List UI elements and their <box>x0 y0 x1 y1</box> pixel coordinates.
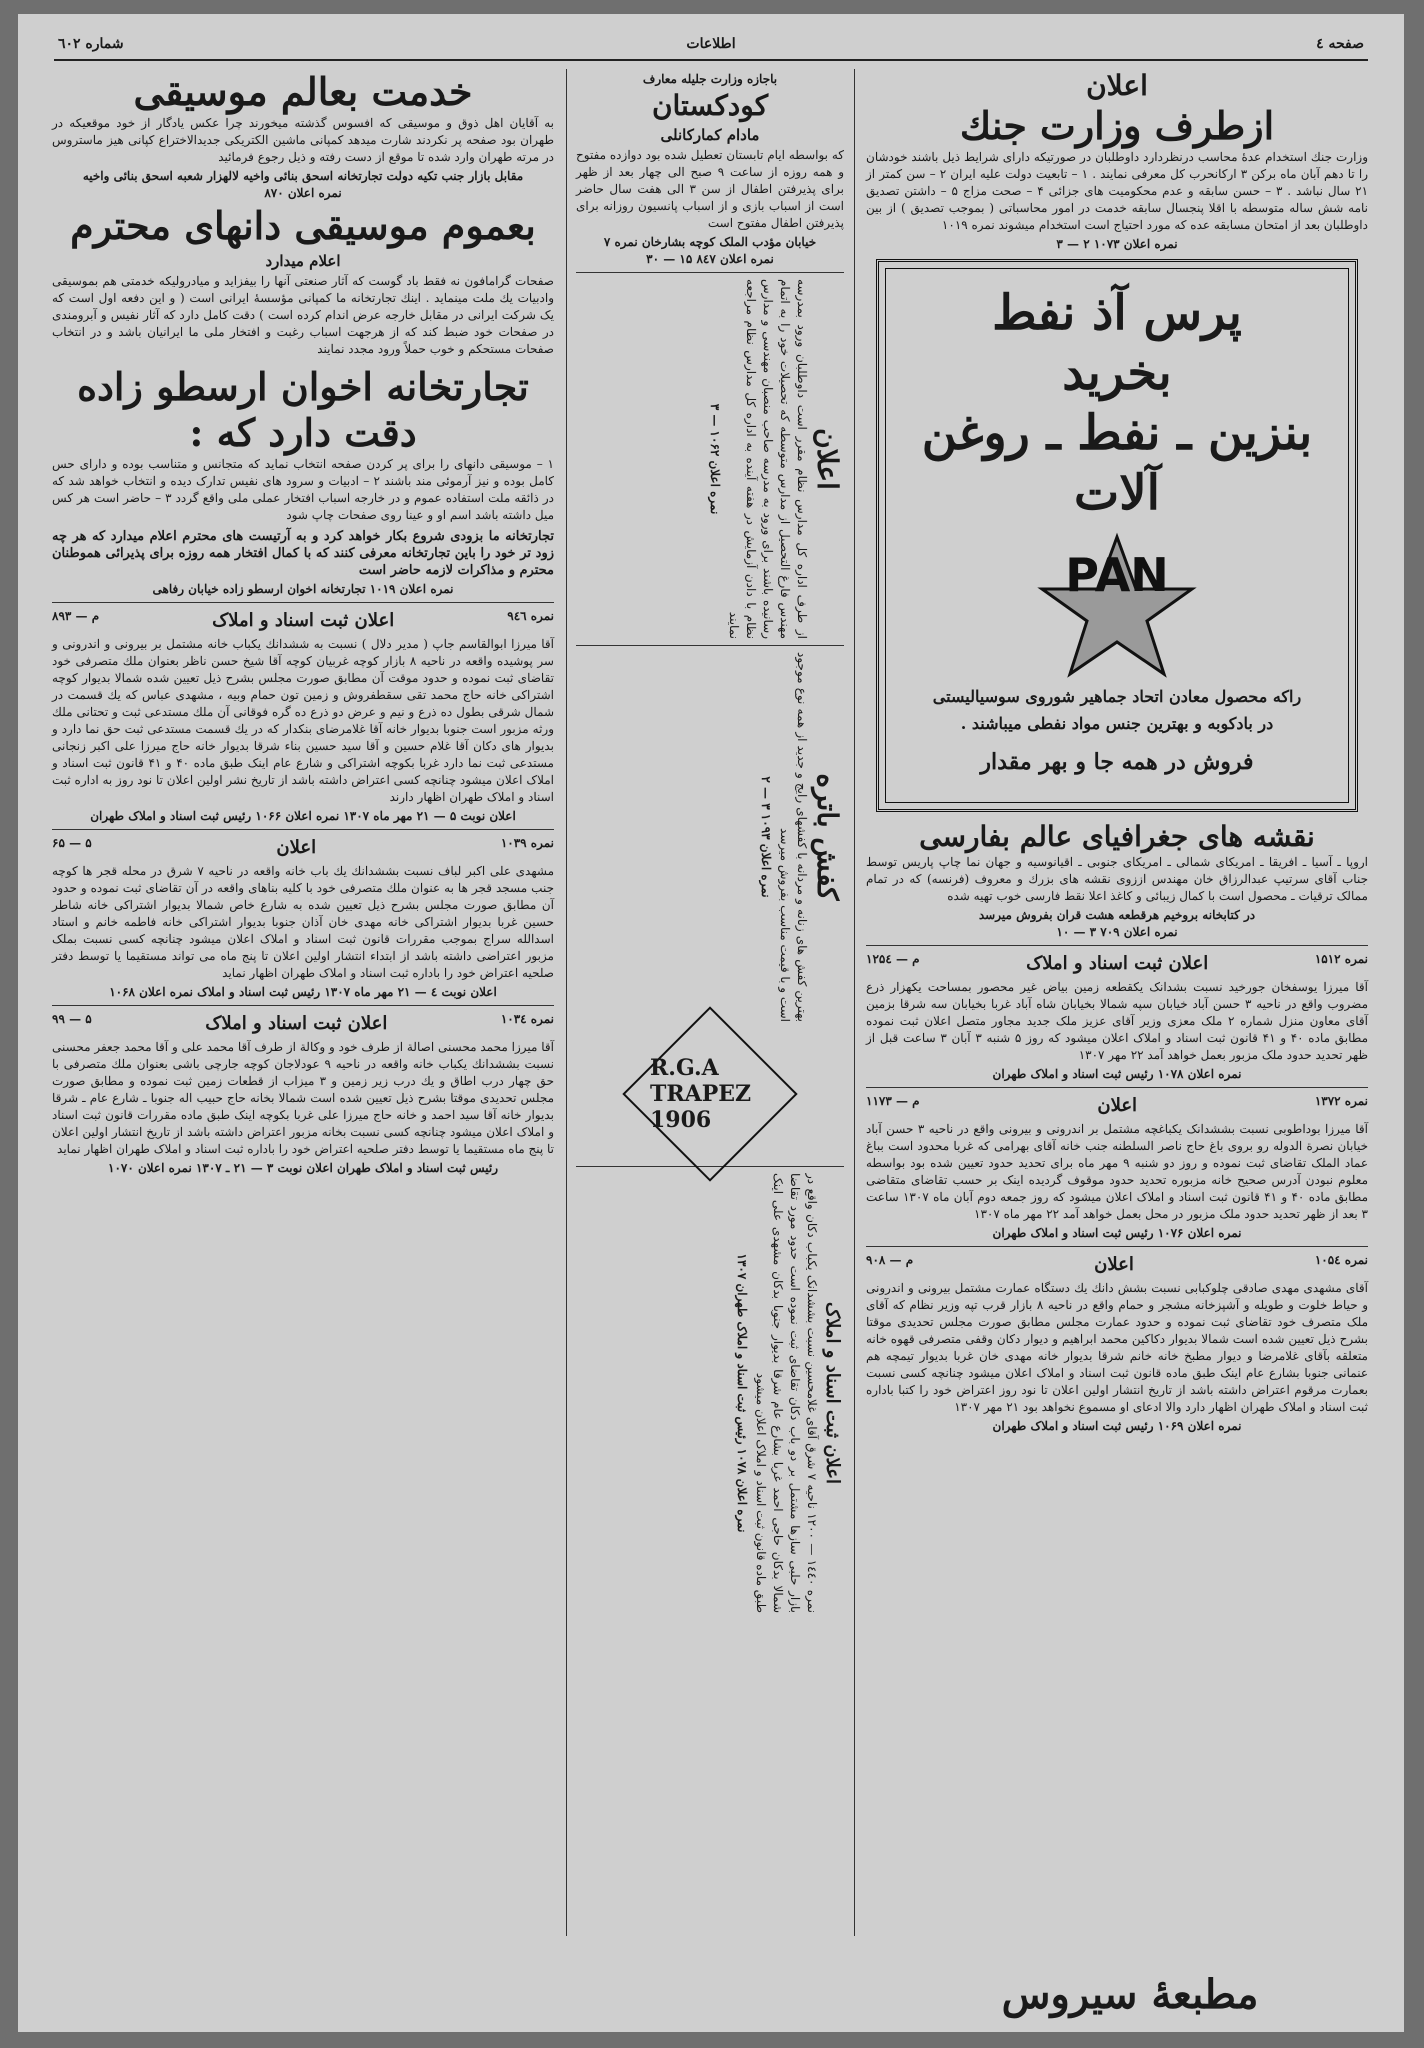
ad-number: نمره ۱۰۳٤ <box>500 1012 554 1026</box>
military-school-text: از طرف اداره کل مدارس نظام مقرر است داوطلبان ورود بمدرسه مهندس فارغ التحصیل از مدارس متوسطه که تحصیلات خود را به اتمام رسانیده باشند برای ورود به مدرسه صاحب منصبان مهندسی و مدارس نظام با دادن آزمایش در هفته آینده به اداره کل مدارس نظام مراجعه نمایند <box>727 279 809 639</box>
divider <box>866 1246 1368 1247</box>
registry-header-1512 <box>866 952 1368 976</box>
divider <box>52 602 554 603</box>
registry-vertical-ref: نمره اعلان ۱۰۷۸ رئیس ثبت اسناد و املاک طهران ۱۳۰۷ <box>735 1253 749 1533</box>
kindergarten-address: خیابان مؤدب الملک کوچه بشارخان نمره ۷ <box>603 235 817 249</box>
ad-code: ۵ — ۶۵ <box>52 836 92 850</box>
ad-number: نمره ۹٤٦ <box>507 609 554 623</box>
music-service-text: به آقایان اهل ذوق و موسیقی که افسوس گذشته میخورند چرا عکس یادگار از خود موقعیکه در طهران بود صفحه پر نکردند شارت میدهد کمپانی ماشین الکتریکی جدیدالاختراع کپانی هیز ماستروس در مرته طهران وارد شده تا موقع از دست رفته و ذیل رجوع فرمائید <box>52 116 554 164</box>
registry-ref-1372: نمره اعلان ۱۰۷۶ رئیس ثبت اسناد و املاک طهران <box>992 1226 1242 1240</box>
registry-ref-1054: نمره اعلان ۱۰۶۹ رئیس ثبت اسناد و املاک طهران <box>992 1419 1242 1433</box>
page-header <box>18 24 1404 64</box>
ad-number: نمره ۱۰۳۹ <box>500 836 554 850</box>
left-column <box>38 69 564 1936</box>
military-school-ref: نمره اعلان ۱۰۶۲ — ۳ <box>708 403 722 515</box>
pan-line1: پرس آذ نفط <box>992 285 1242 341</box>
war-ministry-ref: نمره اعلان ۱۰۷۳ ۲ — ۳ <box>1056 237 1178 251</box>
registry-header-1372 <box>866 1094 1368 1118</box>
registry-header-1034 <box>52 1012 554 1036</box>
arastoo-items: ۱ – موسیقی دانهای را برای پر کردن صفحه انتخاب نماید که متجانس و متناسب بوده و دارای حس کامل بوده و نیز آرموئی مند باشند ۲ – ادبیات و سرود های نفیس تدارک دیده و انتخاب خواهد شد که در ذائقه ملت استفاده عموم و در خارجه اسباب افتخار عملی ملی واقع گردد ۳ – حاضر است هر کس میل داشته باشد اسم او و عینا روی صفحات چاپ شود <box>52 457 554 522</box>
maps-ref: نمره اعلان ۷۰۹ ۳ — ۱۰ <box>1056 925 1178 939</box>
divider <box>52 829 554 830</box>
registry-ref-1512: نمره اعلان ۱۰۷۸ رئیس ثبت اسناد و املاک طهران <box>992 1067 1242 1081</box>
pan-line2: بخرید <box>1062 345 1172 401</box>
music-service-address: مقابل بازار جنب تکیه دولت تجارتخانه اسحق بنائی واخیه لالهزار شعبه اسحق بنائی واخیه <box>82 169 524 183</box>
trapez-stamp-text: R.G.A TRAPEZ 1906 <box>650 1055 752 1133</box>
military-school-title: اعلان <box>811 428 844 490</box>
pan-star-logo <box>1032 529 1202 679</box>
registry-header-1054 <box>866 1253 1368 1277</box>
registry-ref-1034: رئیس ثبت اسناد و املاک طهران اعلان نوبت ۳ — ۲۱ ـ ۱۳۰۷ نمره اعلان ۱۰۷۰ <box>108 1161 498 1175</box>
registry-vertical-ad <box>576 1173 844 1613</box>
music-service-ref: نمره اعلان ۸۷۰ <box>264 186 342 200</box>
ad-title: اعلان <box>1094 1254 1134 1275</box>
shoes-ad <box>576 652 844 1022</box>
pan-logo-text: PAN <box>1065 548 1169 602</box>
ad-title: اعلان ثبت اسناد و املاک <box>212 610 395 631</box>
military-school-ad <box>576 279 844 639</box>
kindergarten-ref: نمره اعلان ۸٤۷ ۱۵ — ۳۰ <box>646 252 774 266</box>
trapez-stamp <box>622 1006 797 1181</box>
maps-title: نقشه های جغرافیای عالم بفارسی <box>919 820 1315 853</box>
ad-code: م — ۱۲۵٤ <box>866 952 920 966</box>
column-divider-right <box>854 69 855 1936</box>
registry-header-946 <box>52 609 554 633</box>
registry-ref-1039: اعلان نوبت ٤ — ۲۱ مهر ماه ۱۳۰۷ رئیس ثبت اسناد و املاک نمره اعلان ۱۰۶۸ <box>109 985 497 999</box>
registry-text-1512: آقا میرزا یوسفخان جورخید نسبت بشدانک یکقطعه زمین بیاض غیر محصور بمساحت یکهزار ذرع مضروب واقع در ناحیه ۳ حسن آباد خیابان سپه شمالا بخیابان شاه آباد غربا بخیابان سه شرقا بزمین آقای معاون منزل شماره ۲ ملک معزی وزیر آقای عزیز ملک جدید مجاور متصل اعلان ثبت نموده مطابق ماده ۴۰ و ۴۱ قانون ثبت اسناد و املاک اعلان میشود که روز ۵ شنبه ۳ آبان ۳ ساعت قبل از ظهر تحدید حدود ملک مزبور بعمل خواهد آمد ۲۲ مهر ۱۳۰۷ <box>866 980 1369 1062</box>
musicians-notice-sub: اعلام میدارد <box>265 252 341 270</box>
shoes-text: بهترین کفش های زنانه و مردانه با کفشهای رایج و جدید از همه نوع موجود است و با قیمت مناسب بفروش میرسد <box>778 652 809 1022</box>
ad-number: نمره ۱۵۱۲ <box>1314 952 1368 966</box>
ad-title: اعلان ثبت اسناد و املاک <box>1026 953 1209 974</box>
divider <box>576 272 844 273</box>
maps-sale: در کتابخانه بروخیم هرقطعه هشت قران بفروش میرسد <box>978 908 1256 922</box>
pan-oil-ad <box>876 259 1358 812</box>
ad-code: م — ۹۰۸ <box>866 1253 914 1267</box>
ad-title: اعلان ثبت اسناد و املاک <box>205 1013 388 1034</box>
header-rule <box>54 59 1368 61</box>
war-ministry-text: وزارت جنك استخدام عدهٔ محاسب درنظردارد داوطلبان در صورتیکه دارای شرایط ذیل باشند خودشان را تا دهم آبان ماه برکن ۳ ارکانحرب کل معرفی نمایند . ۱ – تابعیت دولت علیه ایران ۲ – سن کمتر از ۲۱ سال نباشد . ۳ – حسن سابقه و عدم محکومیت های جزائی ۴ – صحت مزاج ۵ – داشتن تصدیق نامه شش ساله متوسطه با اقلا پنجسال سابقه خدمت در امور محاسباتی ( بموجب تصدیق ) از بین داوطلبان بعد از امتحان مسابقه عده که مورد احتیاج است استخدام میشوند نمره ۱۰۱۹ <box>866 150 1369 232</box>
divider <box>866 1087 1368 1088</box>
pan-line4: راکه محصول معادن اتحاد جماهیر شوروی سوسیالیستی <box>932 687 1302 706</box>
ad-code: م — ۸۹۳ <box>52 609 100 623</box>
registry-text-946: آقا میرزا ابوالقاسم جاپ ( مدیر دلال ) نسبت به ششدانك یکباب خانه مشتمل بر بیرونی و اندرونی و سر پوشیده واقعه در ناحیه ۸ بازار کوچه غربیان کوچه آقا شیخ حسن ناظر بعنوان ملك متصرفی خود تقاضای ثبت نموده و حدود موقت آن مطابق صورت مجلس بشرح ذیل تعیین شده شمالا بدیوار کوچه اشتراکی خانه حاج محمد تقی سقطفروش و زمین تون حمام وبیه ، مشهدی عباس که یك قسمت در شمال شرقی بطول ده ذرع و نیم و عرض دو ذرع ده گره فوقانی آن ملك مستدعی ثبت و تحتانی ملك ورثه مزبور است جنوبا بدیوار خانه آقا غلامرضای بنکدار که در یك قسمت مستدعی ثبت حق نما دارد و بدیوار های دکان آقا غلام حسین و آقا سید حسین بناء شرقا بدیوار خانه حاج میرزا علی اکبر زنجانی مستدعی ثبت نما دارد غربا بکوچه اشتراکی و شارع عام اینک طبق ماده ۴۰ و ۴۱ قانون ثبت اسناد و املاک اعلان میشود چنانچه کسی اعتراض داشته باشد از تاریخ نشر اولین اعلان تا نود روز به اداره ثبت اسناد و املاک طهران اظهار دارند <box>52 637 554 804</box>
ad-title: اعلان <box>276 837 317 858</box>
column-divider-left <box>566 69 567 1936</box>
ad-number: نمره ۱۳۷۲ <box>1314 1094 1368 1108</box>
issue-number: شماره ٦٠٢ <box>58 36 124 52</box>
registry-text-1039: مشهدی علی اکبر لباف نسبت بششدانك يك باب خانه واقعه در ناحیه ۷ شرق در محله قجر ها کوچه جنب مسجد قجر ها به عنوان ملك متصرفی خود با کلیه بناهای واقعه در آن تقاضای ثبت نموده و حدود آن مطابق صورت مجلس بشرح ذیل تعیین شده به شارع خاص شمالا بدیوار اشتراکی خانه شاطر حسین غربا بدیوار اشتراکی خانه مهدی خان آذان جنوبا بدیوار اشتراکی خانه فاطمه خانم و استاد اسدالله سراج بموجب مقررات قانون ثبت اسناد و املاک اعلان میشود چنانچه کسی نسبت بملک مزبور اعتراضی داشته باشد از ابتداء انتشار اولین اعلان تا پنج ماه می تواند مستقیما یا توسط دفتر صلحیه اعتراض خود را باداره ثبت اسناد و املاک طهران اظهار نماید <box>52 864 554 980</box>
musicians-notice-text: صفحات گرامافون نه فقط باد گوست که آثار صنعتی آنها را بیفزاید و میادرولیکه خدمتی هم بموسیقی وادبیات یك ملت مینماید . اینك تجارتخانه ما کمپانی مؤسسهٔ ایرانی است ( و این دفعه اول است که یک شرکت ایرانی در مقابل خارجه عرض اندام کرده است ) دقت کامل دارد که آثار نفیس و آبرومندی در صفحات خود ضبط کند که از هرجهت اسباب رغبت و افتخار ملی ما ایرانیان باشد و در انتخاب صفحات مستحکم و خوب حملاً ورود مجدد نمایند <box>52 274 554 356</box>
divider <box>866 945 1368 946</box>
registry-header-1039 <box>52 836 554 860</box>
right-column <box>856 69 1382 1936</box>
registry-text-1372: آقا میرزا بوداطوبی نسبت بششدانک یکباغچه مشتمل بر اندرونی و بیرونی واقع در ناحیه ۳ حسن آباد خیابان نصرة الدوله رو بروی باغ حاج ناصر السلطنه جنب خانه آقای بهرامی که غربا محدود است بباغ عماد الملک تقاضای ثبت نموده و روز دو شنبه ۹ مهر ماه برای تحدید حدود تعیین شده بود بواسطه معلوم نبودن آدرس صحیح خانه مزبوره تحدید حدود موقوف گردیده اینک بر حسب تقاضای متقاضی مطابق ماده ۴۰ و ۴۱ قانون ثبت اسناد و املاک اعلان میشود که روز جمعه دوم آبان ماه ۱۳۰۷ ساعت ۳ بعد از ظهر تحدید حدود ملک مزبور در محل بعمل خواهد آمد ۲۲ مهر ماه ۱۳۰۷ <box>866 1122 1369 1221</box>
war-ministry-title: اعلان <box>1086 69 1148 102</box>
war-ministry-subtitle: ازطرف وزارت جنك <box>959 103 1275 148</box>
middle-column <box>568 69 852 1936</box>
shoes-title: کفش باتره <box>811 773 844 901</box>
registry-vertical-text: نمره ۱٤٤۰ — ۱۲۰۰ ناحیه ۷ شرق آقای غلامحسین نسبت بششدانک یکباب دکان واقع در بازار حلبی سازها مشتمل بر دو باب دکان تقاضای ثبت نموده است حدود مورد تقاضا شمالا بدکان حاجی احمد غربا بشارع عام شرقا بدیوار جنوبا بدکان مشهدی علی اینک طبق ماده قانون ثبت اسناد و املاک اعلان میشود <box>754 1173 819 1613</box>
page-number: صفحه ٤ <box>1316 36 1364 52</box>
divider <box>576 645 844 646</box>
kindergarten-text: که بواسطه ایام تابستان تعطیل شده بود دوازده مفتوح و همه روزه از ساعت ۹ صبح الی چهار بعد از ظهر برای پذیرفتن اطفال از سن ۳ الی هفت سال حاضر است از اسباب بازی و از اسباب پانسیون روزانه برای پذیرفتن اطفال مفتوح است <box>576 148 844 230</box>
divider <box>52 1005 554 1006</box>
music-service-title: خدمت بعالم موسیقی <box>133 69 473 114</box>
ad-code: م — ۱۱۷۳ <box>866 1094 920 1108</box>
kindergarten-permit: باجازه وزارت جلیله معارف <box>642 72 778 86</box>
registry-text-1054: آقای مشهدی مهدی صادقی چلوکبابی نسبت بشش دانك یك دستگاه عمارت مشتمل بیرونی و اندرونی و حیاط خلوت و طویله و آشپزخانه مشجر و حمام واقع در ناحیه ۸ بازار قرب تپه وزیر نظام که آقای ملک متصرف خود تقاضای ثبت نموده و حدود عمارت مجلس مطابق صورت مجلس تحدیدی موقتا بشرح ذیل تعیین شده است شمالا بدیوار دکاکین محمد ابراهیم و دیوار دکان وقفی متصرفی قهوه خانه متعلقه بآقای غلامرضا و دیوار مطبخ خانه خانم شرقا بدیوار خانه مهدی خان غربا بدیوار تیمچه هم عنمانی جنوبا بشارع عام اینک طبق ماده قانون ثبت اسناد و املاک اعلان میشود چنانچه کسی نسبت بعمارت مرقوم اعتراض داشته باشد از تاریخ انتشار اولین اعلان تا نود روز اعتراض خود را کتبا باداره ثبت اسناد و املاک طهران اظهار دارد والا ادعای او مسموع نخواهد بود ۲۱ مهر ۱۳۰۷ <box>866 1281 1368 1414</box>
kindergarten-title: کودکستان <box>651 89 769 122</box>
musicians-notice-title: بعموم موسیقی دانهای محترم <box>70 203 536 248</box>
ad-title: اعلان <box>1097 1095 1138 1116</box>
printer-logo: مطبعهٔ سیروس <box>1001 1971 1259 2018</box>
pan-line3: بنزین ـ نفط ـ روغن آلات <box>921 405 1313 521</box>
arastoo-title: تجارتخانه اخوان ارسطو زاده دقت دارد که : <box>77 364 529 455</box>
paper-name: اطلاعات <box>686 36 736 52</box>
maps-text: اروپا ـ آسیا ـ افریقا ـ امریکای شمالی ـ امریکای جنوبی ـ اقیانوسیه و جهان نما چاپ پاریس توسط جناب آقای سرتیپ عبدالرزاق خان مهندس اززوی نقشه های بزرك و معروف (فرنسه) که در تمام ممالک ترقیات ـ محصول است با کمال زیبائی و کاغذ اعلا نقط فارسی خوب تهیه شده <box>866 855 1368 903</box>
shoes-ref: نمره اعلان ۱۰۹۳ ۳ — ۲ <box>759 776 773 898</box>
kindergarten-sub: مادام کمارکانلی <box>660 126 760 144</box>
arastoo-ref: نمره اعلان ۱۰۱۹ تجارتخانه اخوان ارسطو زاده خیابان رفاهی <box>152 582 454 596</box>
registry-text-1034: آقا میرزا محمد محسنی اصالة از طرف خود و وکالة از طرف آقا محمد علی و آقا محمد جعفر محسنی نسبت بششدانك یکباب خانه واقعه در ناحیه ۹ عودلاجان کوچه جارچی باشی بعنوان ملك متصرفی با حق چهار درب اطاق و یك درب زیر زمین و ۳ میزاب از قطعات زمین ثبت نموده و مطابق صورت مجلس تحدیدی موقتا بشرح ذیل تعیین شده است شمالا بخانه حاج حبیب اله جنوبا ـ شارع عام ـ شرقا بدیوار خانه آقا سید احمد و خانه حاج میرزا علی غربا بکوچه اینک طبق ماده مقررات قانون ثبت اسناد و املاک اعلان میشود چنانچه کسی نسبت بخانه مزبور اعتراض داشته باشد از تاریخ انتشار اولین اعلان تا پنج ماه مستقیما یا توسط دفتر صلحیه اعتراض خود را باداره ثبت اسناد و املاک طهران اظهار نماید <box>52 1040 554 1156</box>
ad-code: ۵ — ۹۹ <box>52 1012 92 1026</box>
newspaper-page <box>18 14 1404 2032</box>
pan-line5: در بادکوبه و بهترین جنس مواد نفطی میباشند . <box>960 714 1274 733</box>
pan-line6: فروش در همه جا و بهر مقدار <box>980 749 1254 775</box>
registry-vertical-title: اعلان ثبت اسناد و املاک <box>822 1301 843 1485</box>
ad-number: نمره ۱۰۵٤ <box>1314 1253 1368 1267</box>
registry-ref-946: اعلان نوبت ۵ — ۲۱ مهر ماه ۱۳۰۷ نمره اعلان ۱۰۶۶ رئیس ثبت اسناد و املاک طهران <box>90 809 516 823</box>
arastoo-closing: تجارتخانه ما بزودی شروع بکار خواهد کرد و به آرتیست های محترم اعلام میدارد که هر چه زود تر خود را باین تجارتخانه معرفی کنند که با کمال افتخار همه روزه برای پذیرائی هموطنان محترم و مذاکرات لازمه حاضر است <box>52 529 554 578</box>
